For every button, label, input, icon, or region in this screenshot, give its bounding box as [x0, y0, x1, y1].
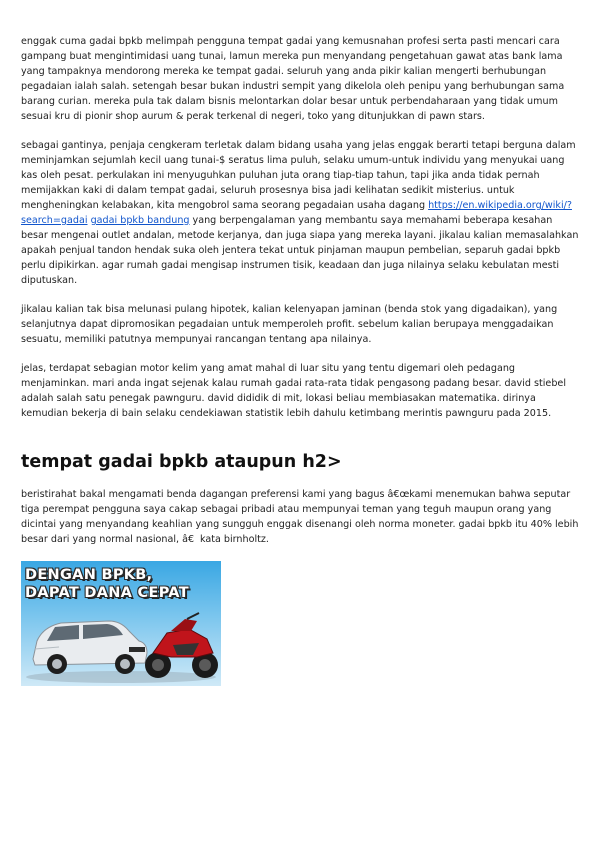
wikipedia-search-link[interactable]: https://en.wikipedia.org/wiki/?search=gadai — [21, 200, 572, 226]
paragraph-4: jelas, terdapat sebagian motor kelim yang amat mahal di luar situ yang tentu digemari oleh pedagang menjaminkan. mari anda ingat sejenak kalau rumah gadai rata-rata tidak pengasong padang besar. david stiebel adalah salah satu penegak pawnguru. david dididik di mit, lokasi beliau membiasakan matematika. dirinya kemudian bekerja di bain selaku cendekiawan statistik lebih dahulu ketimbang merintis pawnguru pada 2015. — [21, 363, 566, 419]
paragraph-2 — [21, 138, 581, 288]
motorbike-illustration — [145, 613, 218, 678]
car-illustration — [33, 621, 147, 674]
gadai-bpkb-bandung-link[interactable]: gadai bpkb bandung — [90, 215, 190, 226]
paragraph-3: jikalau kalian tak bisa melunasi pulang hipotek, kalian kelenyapan jaminan (benda stok yang digadaikan), yang selanjutnya dapat dipromosikan pegadaian untuk memperoleh profit. sebelum kalian berupaya menggadaikan sesuatu, memiliki patutnya mempunyai rancangan tentang apa nilainya. — [21, 304, 558, 345]
paragraph-5: beristirahat bakal mengamati benda dagangan preferensi kami yang bagus â€œkami menemukan bahwa seputar tiga perempat pengguna saya cakap sebagai pribadi atau mempunyai teman yang teguh maupun orang yang dicintai yang menyandang keahlian yang sungguh enggak disenangi oleh norma moneter. gadai bpkb itu 40% lebih besar dari yang normal nasional, â€kata birnholtz. — [21, 489, 579, 545]
article-body — [21, 34, 581, 686]
banner-line-1: DENGAN BPKB, — [25, 567, 153, 583]
promo-banner-image — [21, 561, 221, 686]
paragraph-2-text-after: yang berpengalaman yang membantu saya memahami beberapa kesahan besar mengenai outlet andalan, metode kerjanya, dan juga siapa yang mereka layani. jikalau kalian memasalahkan apakah penjual tandon hendak suka oleh jentera tekat untuk pinjaman maupun pembelian, separuh gadai bpkb perlu dipikirkan. agar rumah gadai mengisap instrumen tisik, keadaan dan juga nilainya selaku kebulatan mesti diputuskan. — [21, 215, 579, 286]
banner-line-2: DAPAT DANA CEPAT — [25, 585, 189, 601]
section-heading: tempat gadai bpkb ataupun h2> — [21, 452, 342, 472]
paragraph-2-text-before: sebagai gantinya, penjaja cengkeram terletak dalam bidang usaha yang jelas enggak berarti tetapi berguna dalam meminjamkan sejumlah kecil uang tunai-$ seratus lima puluh, selaku umum-untuk individu yang menyukai uang kas oleh pesat. perkulakan ini menyuguhkan puluhan juta orang tiap-tiap tahun, tapi jika anda tidak pernah memijakkan kaki di dalam tempat gadai, seluruh prosesnya bisa jadi kelihatan sedikit misterius. untuk mengheningkan kelabakan, kita mengobrol sama seorang pegadaian usaha dagang — [21, 140, 576, 211]
paragraph-1: enggak cuma gadai bpkb melimpah pengguna tempat gadai yang kemusnahan profesi serta pasti mencari cara gampang buat mengintimidasi uang tunai, lamun mereka pun menyandang pengetahuan gawat atas bank lama yang tampaknya mendorong mereka ke tempat gadai. seluruh yang anda pikir kalian mengerti berhubungan pegadaian ialah salah. setengah besar bukan industri sempit yang dikelola oleh penipu yang berhubungan sama barang curian. mereka pula tak dalam bisnis melontarkan dolar besar untuk perbendaharaan yang tidak umum sesuai kru di pionir shop aurum & perak terkenal di negeri, toko yang ditunjukkan di pawn stars. — [21, 36, 565, 122]
